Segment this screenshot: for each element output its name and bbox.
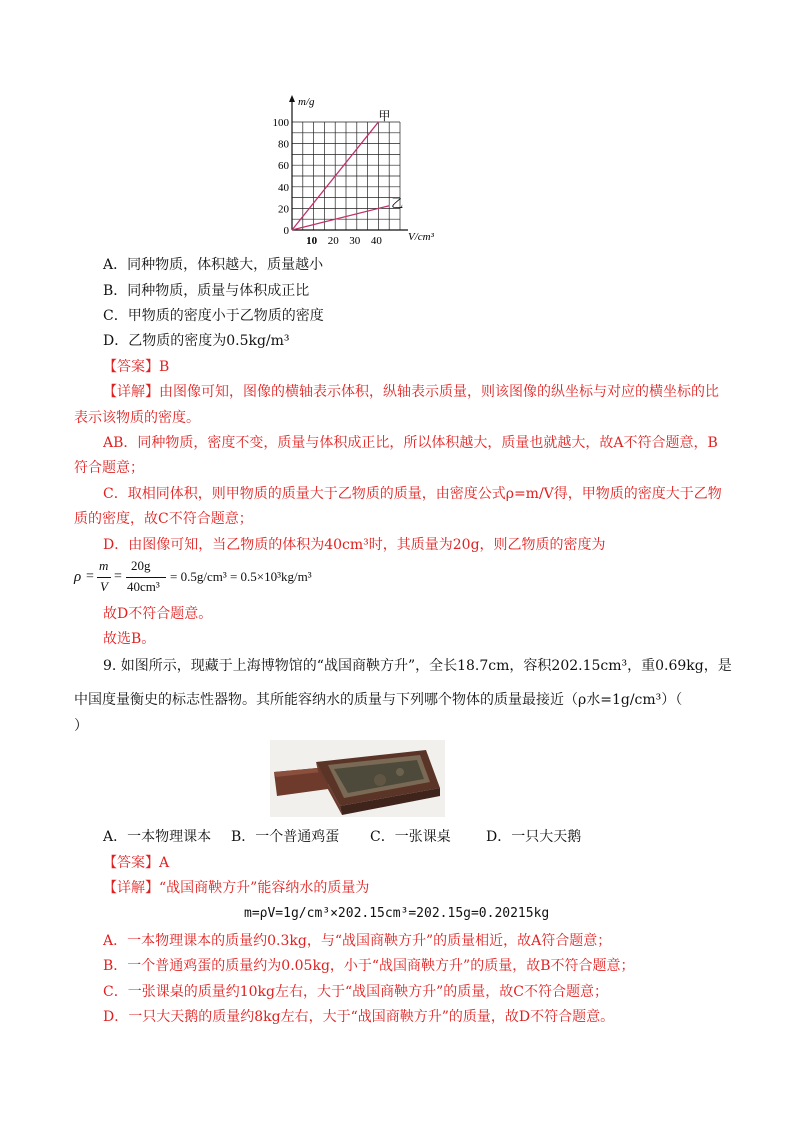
formula-m: m xyxy=(99,558,109,573)
series-label-yi: 乙 xyxy=(391,196,404,211)
q9-analysis-a: A．一本物理课本的质量约0.3kg，与“战国商鞅方升”的质量相近，故A符合题意； xyxy=(103,933,612,949)
mass-volume-chart xyxy=(268,92,458,252)
chart-series xyxy=(292,109,403,230)
y-tick-label: 80 xyxy=(278,138,289,151)
q9-question-2: 中国度量衡史的标志性器物。其所能容纳水的质量与下列哪个物体的质量最接近（ρ水=1g/cm³）（ xyxy=(74,692,683,708)
x-tick-label: 10 xyxy=(306,235,318,247)
q8-option-d: D．乙物质的密度为0.5kg/m³ xyxy=(103,333,290,349)
formula-num: 20g xyxy=(131,558,151,573)
q9-question-1: 9. 如图所示，现藏于上海博物馆的“战国商鞅方升”，全长18.7cm，容积202.15cm³，重0.69kg，是 xyxy=(103,658,732,674)
x-tick-label: 40 xyxy=(370,235,382,247)
formula-den: 40cm³ xyxy=(127,579,160,594)
fraction-bar-2 xyxy=(126,577,166,578)
y-tick-label: 60 xyxy=(278,160,289,173)
q8-conclusion: 故D不符合题意。 xyxy=(103,606,213,622)
x-tick-label: 20 xyxy=(327,235,339,247)
q8-detail-1: 【详解】由图像可知，图像的横轴表示体积，纵轴表示质量，则该图像的纵坐标与对应的横坐标的比 xyxy=(103,384,719,400)
q9-calc: m=ρV=1g/cm³×202.15cm³=202.15g=0.20215kg xyxy=(244,906,550,921)
chart-ticks xyxy=(273,117,383,247)
y-axis-arrow xyxy=(289,95,295,102)
formula-rho: ρ xyxy=(74,569,82,585)
y-tick-label: 0 xyxy=(283,225,289,237)
bronze-vessel-image xyxy=(270,740,445,817)
y-tick-label: 20 xyxy=(278,203,289,216)
q8-detail-5: C．取相同体积，则甲物质的质量大于乙物质的质量，由密度公式ρ=m/V得，甲物质的密度大于乙物 xyxy=(103,486,722,502)
q9-analysis-b: B．一个普通鸡蛋的质量约为0.05kg，小于“战国商鞅方升”的质量，故B不符合题意； xyxy=(103,958,635,974)
fraction-bar-1 xyxy=(97,577,111,578)
q8-answer: 【答案】B xyxy=(103,359,170,375)
q9-option-a: A．一本物理课本 xyxy=(103,829,212,845)
y-axis-label: m/g xyxy=(298,96,315,108)
formula-rest: = 0.5g/cm³ = 0.5×10³kg/m³ xyxy=(170,569,312,584)
q8-detail-7: D．由图像可知，当乙物质的体积为40cm³时，其质量为20g，则乙物质的密度为 xyxy=(103,537,606,553)
q9-detail: 【详解】“战国商鞅方升”能容纳水的质量为 xyxy=(103,880,370,896)
chart-axes xyxy=(289,95,435,243)
series-line-yi xyxy=(292,206,389,230)
y-tick-label: 40 xyxy=(278,181,289,194)
x-tick-label: 30 xyxy=(349,235,361,247)
q8-option-b: B．同种物质，质量与体积成正比 xyxy=(103,283,310,299)
q8-detail-2: 表示该物质的密度。 xyxy=(74,410,200,426)
q9-analysis-c: C．一张课桌的质量约10kg左右，大于“战国商鞅方升”的质量，故C不符合题意； xyxy=(103,984,608,1000)
formula-V: V xyxy=(100,579,108,594)
formula-eq: = xyxy=(86,569,94,584)
q8-detail-3: AB．同种物质，密度不变，质量与体积成正比，所以体积越大，质量也就越大，故A不符合题意，B xyxy=(103,435,718,451)
q8-choose: 故选B。 xyxy=(103,631,156,647)
x-axis-label: V/cm³ xyxy=(408,231,434,243)
q8-option-c: C．甲物质的密度小于乙物质的密度 xyxy=(103,308,324,324)
formula-eq-2: = xyxy=(114,569,122,584)
q9-analysis-d: D．一只大天鹅的质量约8kg左右，大于“战国商鞅方升”的质量，故D不符合题意。 xyxy=(103,1009,615,1025)
q9-option-b: B．一个普通鸡蛋 xyxy=(231,829,340,845)
q9-option-d: D．一只大天鹅 xyxy=(486,829,582,845)
q8-detail-6: 质的密度，故C不符合题意； xyxy=(74,511,253,527)
q8-detail-4: 符合题意； xyxy=(74,460,144,476)
chart-grid xyxy=(292,122,400,230)
q9-question-3: ） xyxy=(74,718,88,734)
density-formula xyxy=(74,558,404,598)
q8-option-a: A．同种物质，体积越大，质量越小 xyxy=(103,257,324,273)
q9-answer: 【答案】A xyxy=(103,855,170,871)
y-tick-label: 100 xyxy=(272,117,289,129)
q9-option-c: C．一张课桌 xyxy=(370,829,451,845)
series-label-jia: 甲 xyxy=(378,109,391,123)
